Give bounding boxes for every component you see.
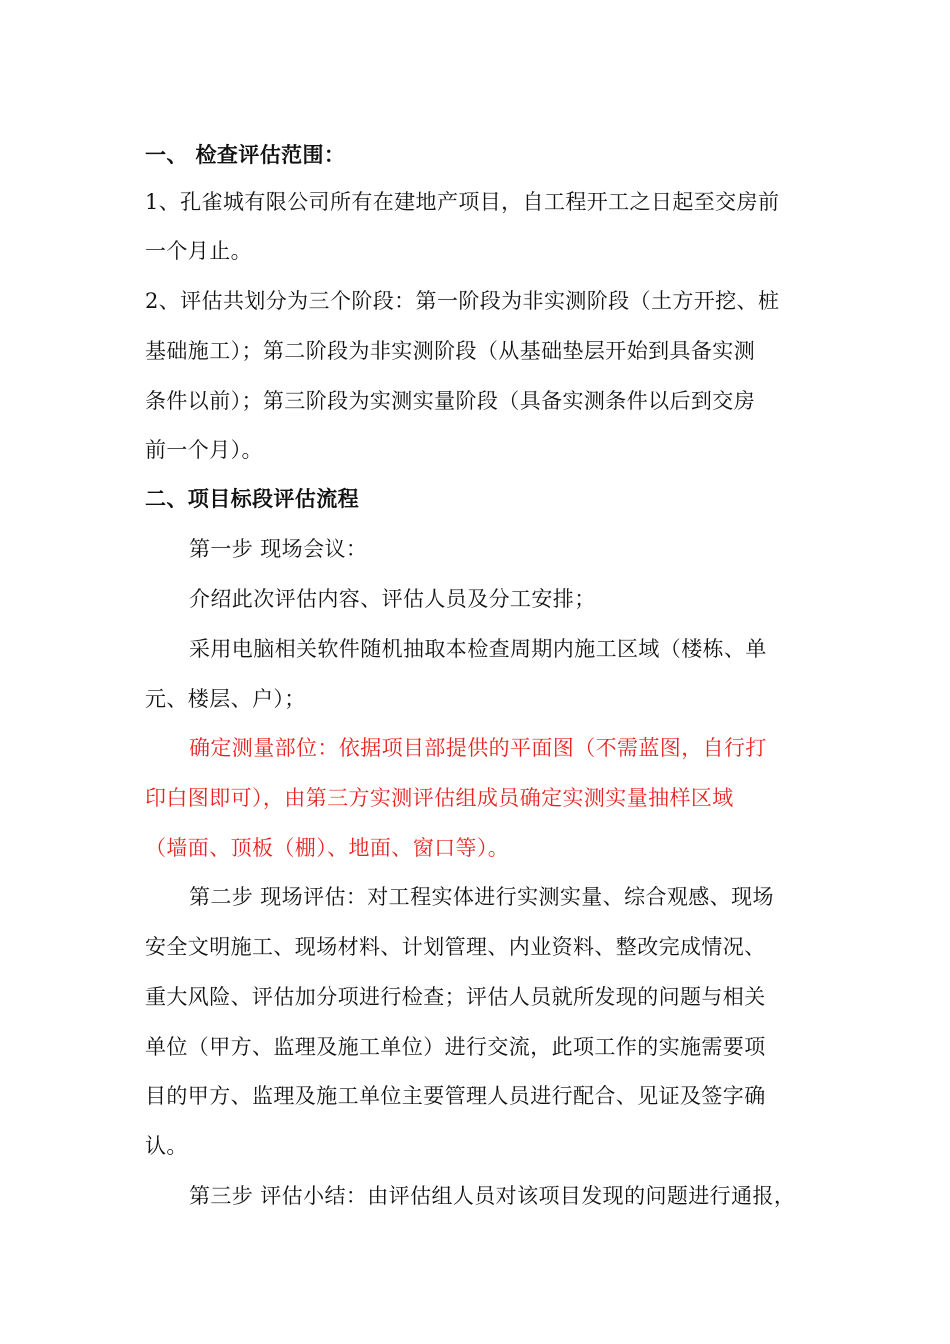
step1-paragraph1: 介绍此次评估内容、评估人员及分工安排； xyxy=(189,587,596,611)
step1-paragraph2-line2: 元、楼层、户）； xyxy=(145,687,306,711)
section1-item2-line3: 条件以前）；第三阶段为实测实量阶段（具备实测条件以后到交房 xyxy=(145,389,756,413)
section1-heading: 一、 检查评估范围： xyxy=(145,142,346,167)
step1-title: 第一步 现场会议： xyxy=(189,537,368,561)
step3-line1: 第三步 评估小结：由评估组人员对该项目发现的问题进行通报， xyxy=(189,1184,796,1208)
step1-paragraph3-line2: 印白图即可），由第三方实测评估组成员确定实测实量抽样区域 xyxy=(145,786,734,810)
section1-item1-line1: 1、孔雀城有限公司所有在建地产项目，自工程开工之日起至交房前 xyxy=(145,190,780,214)
step2-line2: 安全文明施工、现场材料、计划管理、内业资料、整改完成情况、 xyxy=(145,935,766,959)
step2-line6: 认。 xyxy=(145,1134,188,1158)
step2-line3: 重大风险、评估加分项进行检查；评估人员就所发现的问题与相关 xyxy=(145,985,766,1009)
section1-item2-line1: 2、评估共划分为三个阶段：第一阶段为非实测阶段（土方开挖、桩 xyxy=(145,289,780,313)
section1-item2-line4: 前一个月）。 xyxy=(145,438,263,462)
step2-line5: 目的甲方、监理及施工单位主要管理人员进行配合、见证及签字确 xyxy=(145,1084,766,1108)
step1-paragraph3-line1: 确定测量部位：依据项目部提供的平面图（不需蓝图，自行打 xyxy=(189,736,767,760)
step2-line4: 单位（甲方、监理及施工单位）进行交流，此项工作的实施需要项 xyxy=(145,1035,766,1059)
section1-item1-line2: 一个月止。 xyxy=(145,239,252,263)
step1-paragraph3-line3: （墙面、顶板（棚）、地面、窗口等）。 xyxy=(145,836,510,860)
section2-heading: 二、项目标段评估流程 xyxy=(145,486,359,511)
step2-line1: 第二步 现场评估：对工程实体进行实测实量、综合观感、现场 xyxy=(189,885,774,909)
section1-item2-line2: 基础施工）；第二阶段为非实测阶段（从基础垫层开始到具备实测 xyxy=(145,339,756,363)
step1-paragraph2-line1: 采用电脑相关软件随机抽取本检查周期内施工区域（楼栋、单 xyxy=(189,637,767,661)
